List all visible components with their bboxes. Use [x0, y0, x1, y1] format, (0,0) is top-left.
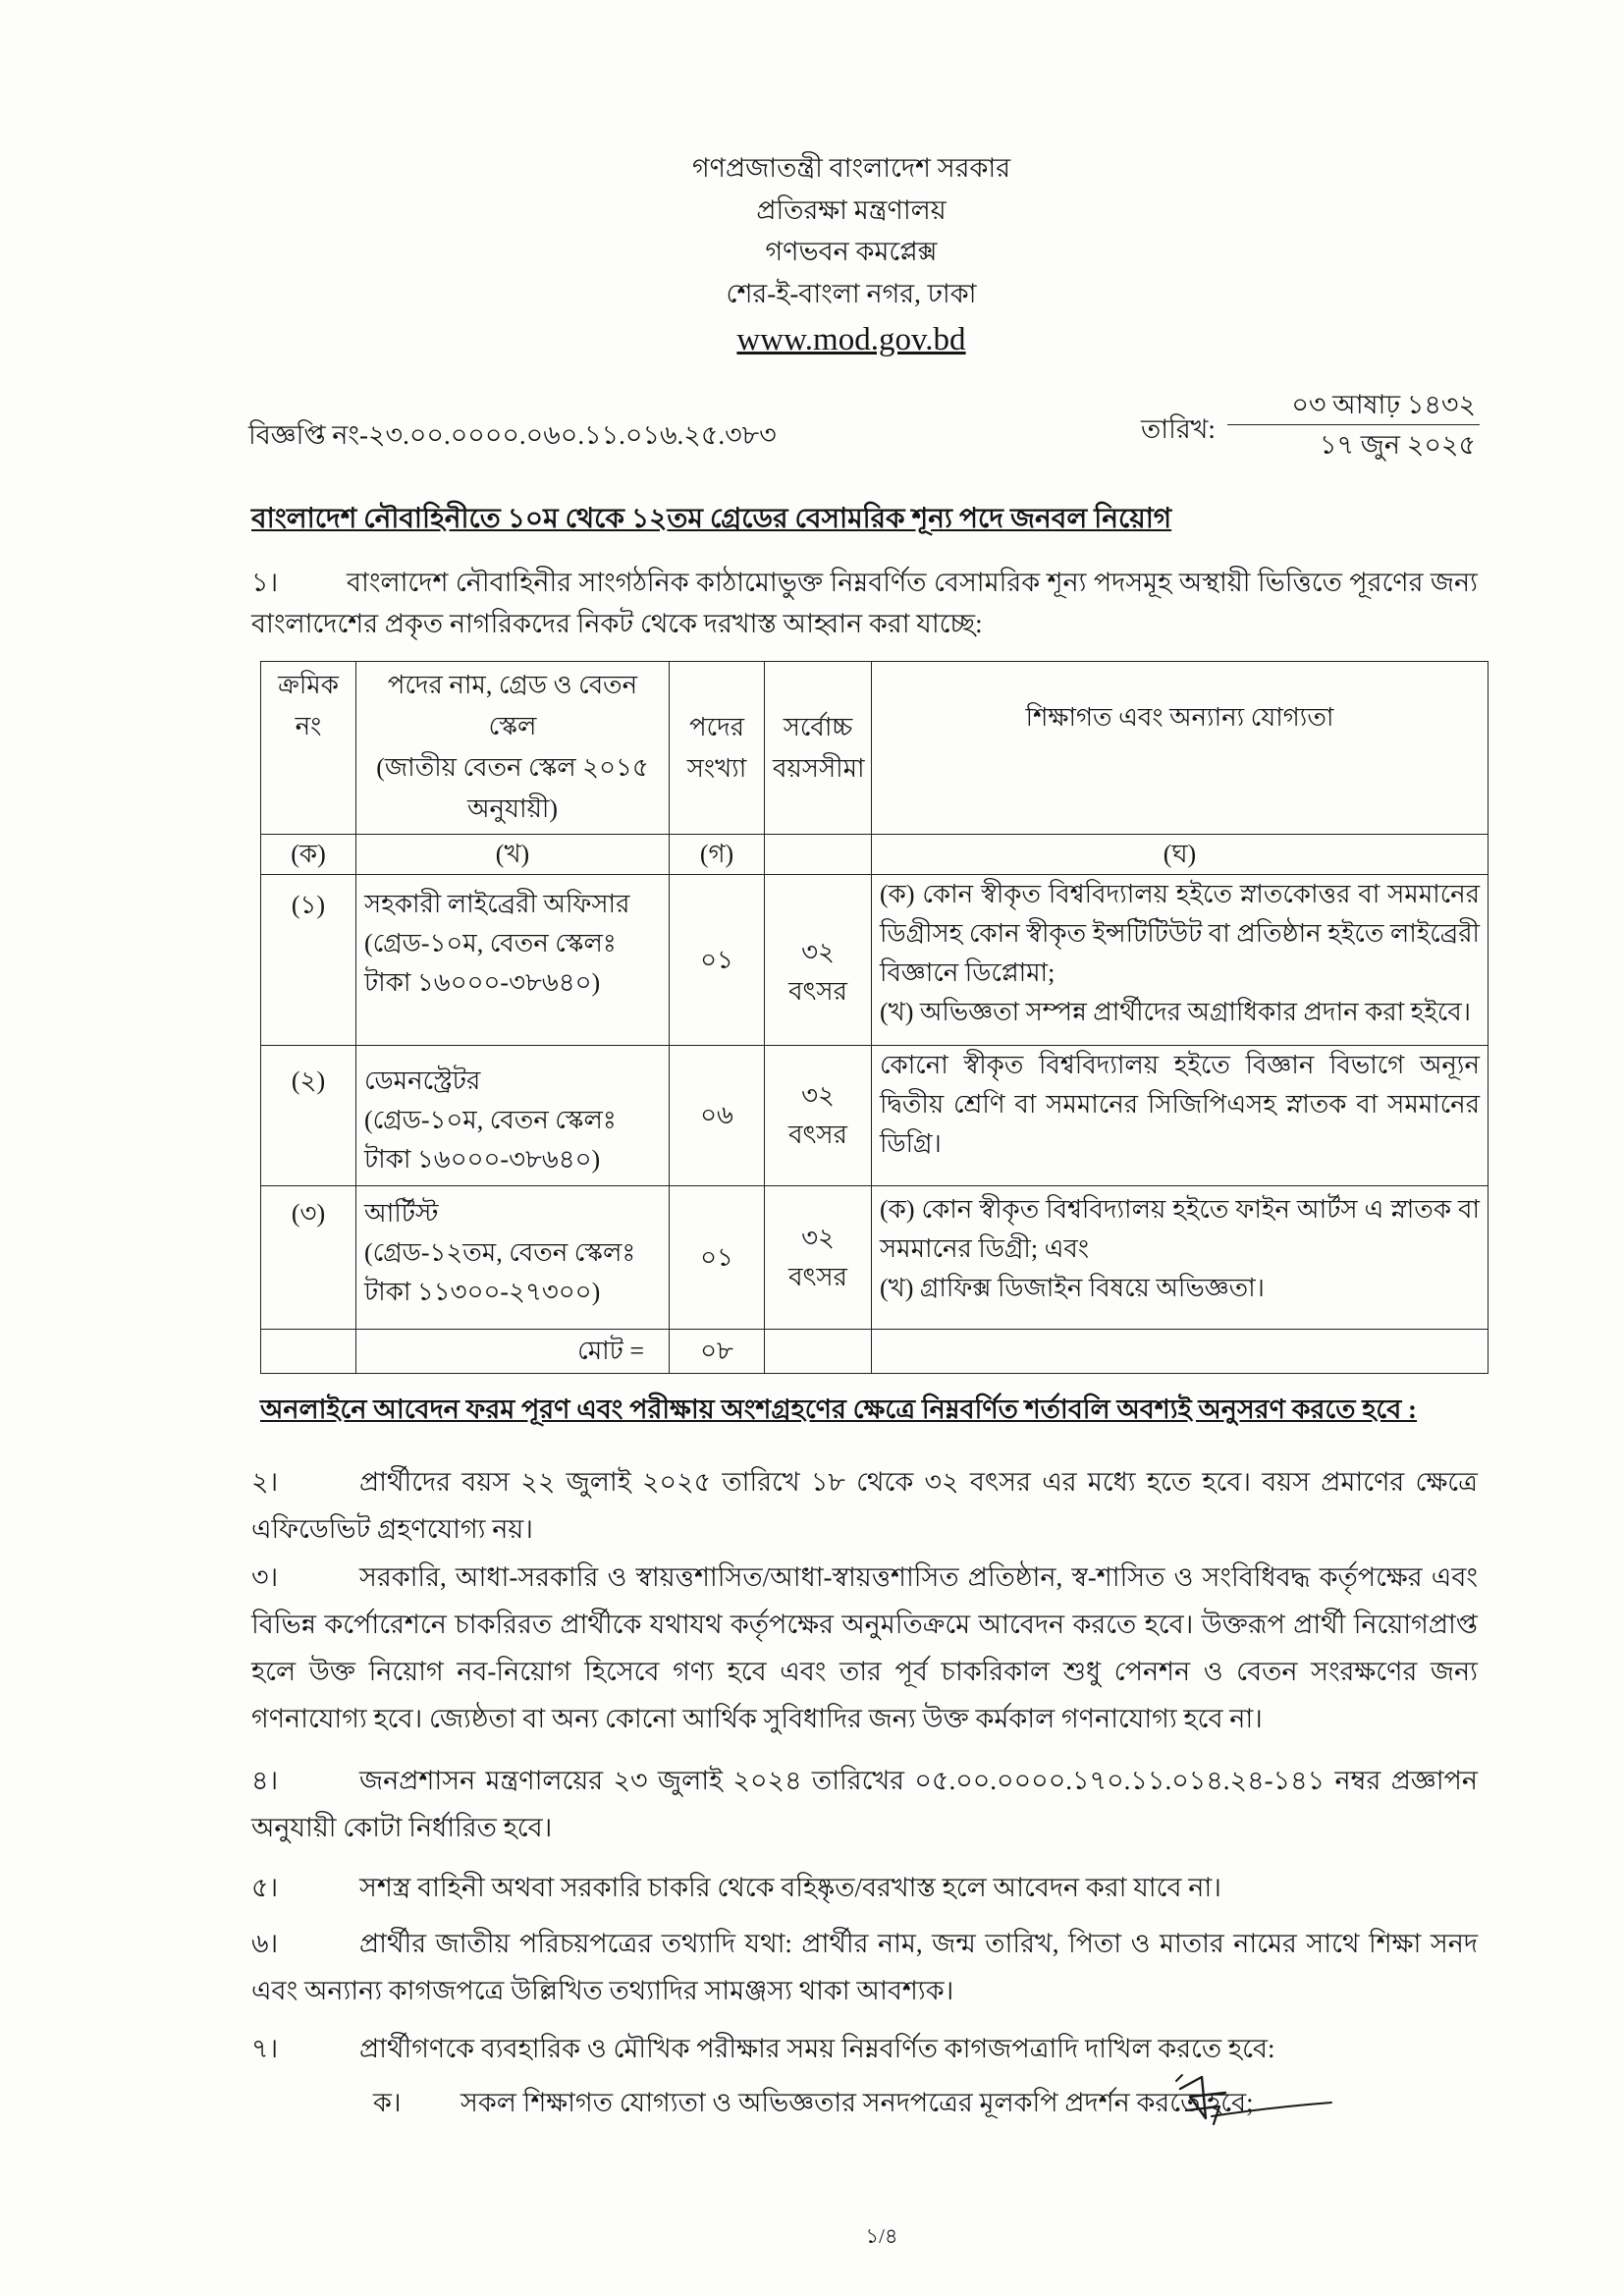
paragraph-text: বাংলাদেশ নৌবাহিনীর সাংগঠনিক কাঠামোভুক্ত নিম্নবর্ণিত বেসামরিক শূন্য পদসমূহ অস্থায়ী ভিত্তিতে পূরণের জন্য বাংলাদেশের প্রকৃত নাগরিকদের নিকট থেকে দরখাস্ত আহ্বান করা যাচ্ছে: [251, 568, 1478, 638]
paragraph-text: প্রার্থীর জাতীয় পরিচয়পত্রের তথ্যাদি যথা: প্রার্থীর নাম, জন্ম তারিখ, পিতা ও মাতার নামের সাথে শিক্ষা সনদ এবং অন্যান্য কাগজপত্রে উল্লিখিত তথ্যাদির সামঞ্জস্য থাকা আবশ্যক। [251, 1929, 1478, 2005]
age-value: ৩২ [801, 937, 835, 966]
office-address: শের-ই-বাংলা নগর, ঢাকা [726, 278, 977, 308]
sub-item-text: সকল শিক্ষাগত যোগ্যতা ও অভিজ্ঞতার সনদপত্রের মূলকপি প্রদর্শন করতে হবে; [460, 2088, 1254, 2117]
condition-paragraph [251, 1920, 1478, 2014]
qualification-item: (ক) কোন স্বীকৃত বিশ্ববিদ্যালয় হইতে স্নাতকোত্তর বা সমমানের ডিগ্রীসহ কোন স্বীকৃত ইন্সটিটিউট বা প্রতিষ্ঠান হইতে লাইব্রেরী বিজ্ঞানে ডিপ্লোমা; [880, 880, 1480, 987]
table-total-row [261, 1330, 1489, 1374]
condition-paragraph [251, 1554, 1478, 1742]
qualification-item: (ক) কোন স্বীকৃত বিশ্ববিদ্যালয় হইতে ফাইন আর্টস এ স্নাতক বা সমমানের ডিগ্রী; এবং [880, 1195, 1480, 1263]
intro-paragraph [251, 562, 1478, 644]
age-value: ৩২ [801, 1223, 835, 1252]
table-header-row [261, 662, 1489, 835]
ministry-name: প্রতিরক্ষা মন্ত্রণালয় [756, 194, 947, 225]
column-letter: (গ) [670, 835, 765, 875]
paragraph-text: সরকারি, আধা-সরকারি ও স্বায়ত্তশাসিত/আধা-স্বায়ত্তশাসিত প্রতিষ্ঠান, স্ব-শাসিত ও সংবিধিবদ্ধ কর্তৃপক্ষের এবং বিভিন্ন কর্পোরেশনে চাকরিরত প্রার্থীকে যথাযথ কর্তৃপক্ষের অনুমতিক্রমে আবেদন করতে হবে। উক্তরূপ প্রার্থী নিয়োগপ্রাপ্ত হলে উক্ত নিয়োগ নব-নিয়োগ হিসেবে গণ্য হবে এবং তার পূর্ব চাকরিকাল শুধু পেনশন ও বেতন সংরক্ষণের জন্য গণনাযোগ্য হবে। জ্যেষ্ঠতা বা অন্য কোনো আর্থিক সুবিধাদির জন্য উক্ত কর্মকাল গণনাযোগ্য হবে না। [251, 1562, 1478, 1733]
row-serial: (২) [261, 1046, 356, 1186]
header-post-line2: (জাতীয় বেতন স্কেল ২০১৫ অনুযায়ী) [376, 753, 649, 823]
notice-reference: বিজ্ঞপ্তি নং-২৩.০০.০০০০.০৬০.১১.০১৬.২৫.৩৮৩ [248, 420, 777, 450]
row-serial: (৩) [261, 1186, 356, 1330]
header-post-line1: পদের নাম, গ্রেড ও বেতন স্কেল [387, 671, 638, 740]
column-letter: (ক) [261, 835, 356, 875]
post-scale: (গ্রেড-১০ম, বেতন স্কেলঃ টাকা ১৬০০০-৩৮৬৪০) [364, 1106, 617, 1174]
post-name: আর্টিস্ট [364, 1199, 439, 1228]
conditions-heading-text: অনলাইনে আবেদন ফরম পূরণ এবং পরীক্ষায় অংশগ্রহণের ক্ষেত্রে নিম্নবর্ণিত শর্তাবলি অবশ্যই অনুসরণ করতে হবে : [260, 1394, 1418, 1424]
signature [1168, 2067, 1335, 2136]
website-url: www.mod.gov.bd [736, 322, 966, 357]
paragraph-text: জনপ্রশাসন মন্ত্রণালয়ের ২৩ জুলাই ২০২৪ তারিখের ০৫.০০.০০০০.১৭০.১১.০১৪.২৪-১৪১ নম্বর প্রজ্ঞাপন অনুযায়ী কোটা নির্ধারিত হবে। [251, 1766, 1478, 1842]
post-name: ডেমনস্ট্রেটর [364, 1066, 481, 1095]
row-serial: (১) [261, 875, 356, 1046]
column-letter: (ঘ) [872, 835, 1489, 875]
page-number: ১/৪ [865, 2224, 898, 2248]
condition-paragraph [251, 1864, 1478, 1911]
notice-title [251, 498, 1489, 541]
age-unit: বৎসর [788, 1121, 847, 1149]
paragraph-number: ২। [251, 1467, 279, 1497]
total-empty-cell [872, 1330, 1489, 1374]
paragraph-text: প্রার্থীগণকে ব্যবহারিক ও মৌখিক পরীক্ষার সময় নিম্নবর্ণিত কাগজপত্রাদি দাখিল করতে হবে: [359, 2034, 1275, 2063]
table-row [261, 1046, 1489, 1186]
qualification-item: (খ) গ্রাফিক্স ডিজাইন বিষয়ে অভিজ্ঞতা। [880, 1274, 1265, 1302]
column-letter: (খ) [356, 835, 670, 875]
row-post [356, 1046, 670, 1186]
table-row [261, 875, 1489, 1046]
header-serial: ক্রমিক নং [261, 662, 356, 835]
date-bangla: ০৩ আষাঢ় ১৪৩২ [1291, 390, 1476, 419]
paragraph-number: ৬। [251, 1929, 279, 1958]
header-qualification: শিক্ষাগত এবং অন্যান্য যোগ্যতা [872, 662, 1489, 835]
row-count: ০১ [670, 1186, 765, 1330]
post-scale: (গ্রেড-১০ম, বেতন স্কেলঃ টাকা ১৬০০০-৩৮৬৪০) [364, 929, 617, 997]
total-label: মোট = [356, 1330, 670, 1374]
condition-paragraph [251, 1458, 1478, 1553]
total-empty-cell [261, 1330, 356, 1374]
header-max-age: সর্বোচ্চ বয়সসীমা [765, 662, 872, 835]
table-row [261, 1186, 1489, 1330]
letterhead [517, 147, 1185, 314]
row-post [356, 875, 670, 1046]
row-age [765, 1186, 872, 1330]
header-post [356, 662, 670, 835]
notice-title-text: বাংলাদেশ নৌবাহিনীতে ১০ম থেকে ১২তম গ্রেডের বেসামরিক শূন্য পদে জনবল নিয়োগ [251, 504, 1172, 534]
column-letter-empty [765, 835, 872, 875]
row-post [356, 1186, 670, 1330]
government-name: গণপ্রজাতন্ত্রী বাংলাদেশ সরকার [691, 153, 1011, 183]
age-unit: বৎসর [788, 976, 847, 1006]
sub-item-number: ক। [373, 2088, 402, 2117]
paragraph-text: প্রার্থীদের বয়স ২২ জুলাই ২০২৫ তারিখে ১৮ থেকে ৩২ বৎসর এর মধ্যে হতে হবে। বয়স প্রমাণের ক্ষেত্রে এফিডেভিট গ্রহণযোগ্য নয়। [251, 1467, 1478, 1544]
row-qualification [872, 1046, 1489, 1186]
table-letter-row [261, 835, 1489, 875]
total-value: ০৮ [670, 1330, 765, 1374]
paragraph-number: ১। [251, 568, 279, 597]
office-complex: গণভবন কমপ্লেক্স [765, 237, 938, 266]
post-scale: (গ্রেড-১২তম, বেতন স্কেলঃ টাকা ১১৩০০-২৭৩০০) [364, 1238, 636, 1306]
paragraph-number: ৪। [251, 1766, 279, 1795]
row-count: ০১ [670, 875, 765, 1046]
row-qualification [872, 1186, 1489, 1330]
header-count: পদের সংখ্যা [670, 662, 765, 835]
date-label: তারিখ: [1141, 414, 1216, 444]
row-count: ০৬ [670, 1046, 765, 1186]
row-qualification [872, 875, 1489, 1046]
paragraph-text: সশস্ত্র বাহিনী অথবা সরকারি চাকরি থেকে বহিষ্কৃত/বরখাস্ত হলে আবেদন করা যাবে না। [359, 1873, 1221, 1902]
conditions-heading [260, 1389, 1497, 1430]
website-line [557, 318, 1146, 361]
age-unit: বৎসর [788, 1262, 847, 1291]
paragraph-number: ৭। [251, 2034, 279, 2063]
row-age [765, 1046, 872, 1186]
age-value: ৩২ [801, 1081, 835, 1110]
paragraph-number: ৩। [251, 1562, 279, 1592]
condition-paragraph [251, 2025, 1478, 2072]
date-block [1227, 385, 1480, 465]
row-age [765, 875, 872, 1046]
qualification-item: কোনো স্বীকৃত বিশ্ববিদ্যালয় হইতে বিজ্ঞান বিভাগে অন্যূন দ্বিতীয় শ্রেণি বা সমমানের সিজিপিএসহ স্নাতক বা সমমানের ডিগ্রি। [880, 1051, 1480, 1158]
qualification-item: (খ) অভিজ্ঞতা সম্পন্ন প্রার্থীদের অগ্রাধিকার প্রদান করা হইবে। [880, 998, 1472, 1026]
paragraph-number: ৫। [251, 1873, 279, 1902]
date-gregorian: ১৭ জুন ২০২৫ [1319, 430, 1476, 460]
condition-paragraph [251, 1757, 1478, 1851]
post-name: সহকারী লাইব্রেরী অফিসার [364, 890, 630, 918]
total-empty-cell [765, 1330, 872, 1374]
vacancy-table [260, 661, 1489, 1374]
